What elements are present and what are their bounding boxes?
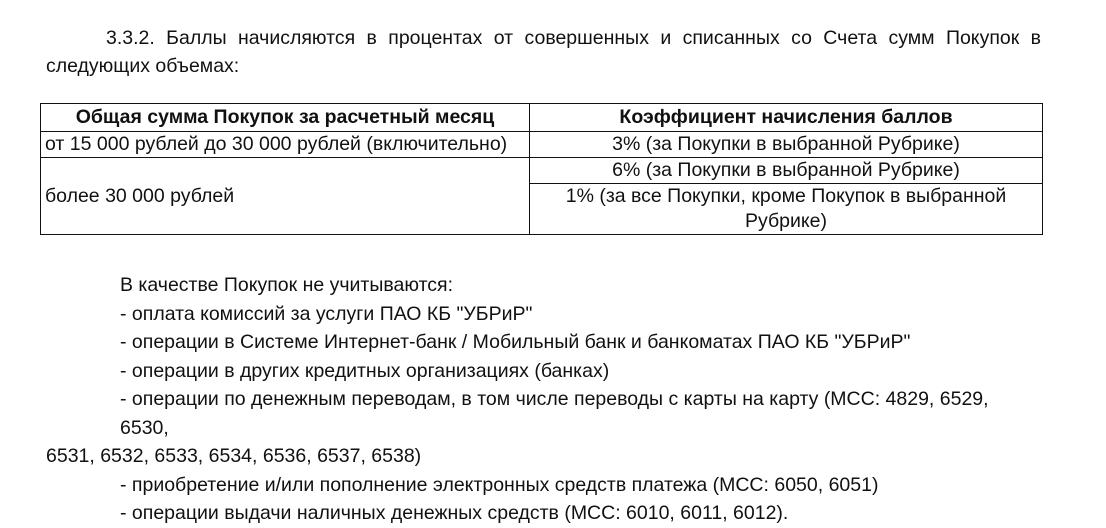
list-item: - операции в Системе Интернет-банк / Мобильный банк и банкоматах ПАО КБ "УБРиР": [120, 331, 911, 353]
table-row: [41, 132, 1043, 158]
row2-rate-a: 6% (за Покупки в выбранной Рубрике): [530, 158, 1043, 184]
exclusions-list: [46, 271, 1041, 528]
row1-range: от 15 000 рублей до 30 000 рублей (включительно): [41, 132, 530, 158]
row2-rate-b: 1% (за все Покупки, кроме Покупок в выбранной Рубрике): [530, 184, 1043, 235]
points-rate-table: [40, 103, 1043, 235]
list-item: - оплата комиссий за услуги ПАО КБ "УБРиР": [120, 302, 533, 325]
table-row: [41, 158, 1043, 184]
list-item-continuation: 6531, 6532, 6533, 6534, 6536, 6537, 6538): [46, 445, 422, 467]
row1-rate: 3% (за Покупки в выбранной Рубрике): [530, 132, 1043, 158]
table-header-row: [41, 104, 1043, 132]
intro-paragraph: 3.3.2. Баллы начисляются в процентах от совершенных и списанных со Счета сумм Покупок в следующих объемах:: [46, 27, 1041, 77]
header-purchase-sum: Общая сумма Покупок за расчетный месяц: [41, 104, 530, 132]
list-item: - операции выдачи наличных денежных средств (MCC: 6010, 6011, 6012).: [120, 502, 789, 524]
list-item: - операции в других кредитных организациях (банках): [120, 359, 610, 382]
exclusions-heading: В качестве Покупок не учитываются:: [120, 274, 454, 296]
header-points-rate: Коэффициент начисления баллов: [530, 104, 1043, 132]
list-item: - операции по денежным переводам, в том числе переводы с карты на карту (MCC: 4829, 6529, 6530,: [120, 388, 989, 439]
row2-range: более 30 000 рублей: [41, 158, 530, 235]
list-item: - приобретение и/или пополнение электронных средств платежа (MCC: 6050, 6051): [120, 473, 879, 496]
